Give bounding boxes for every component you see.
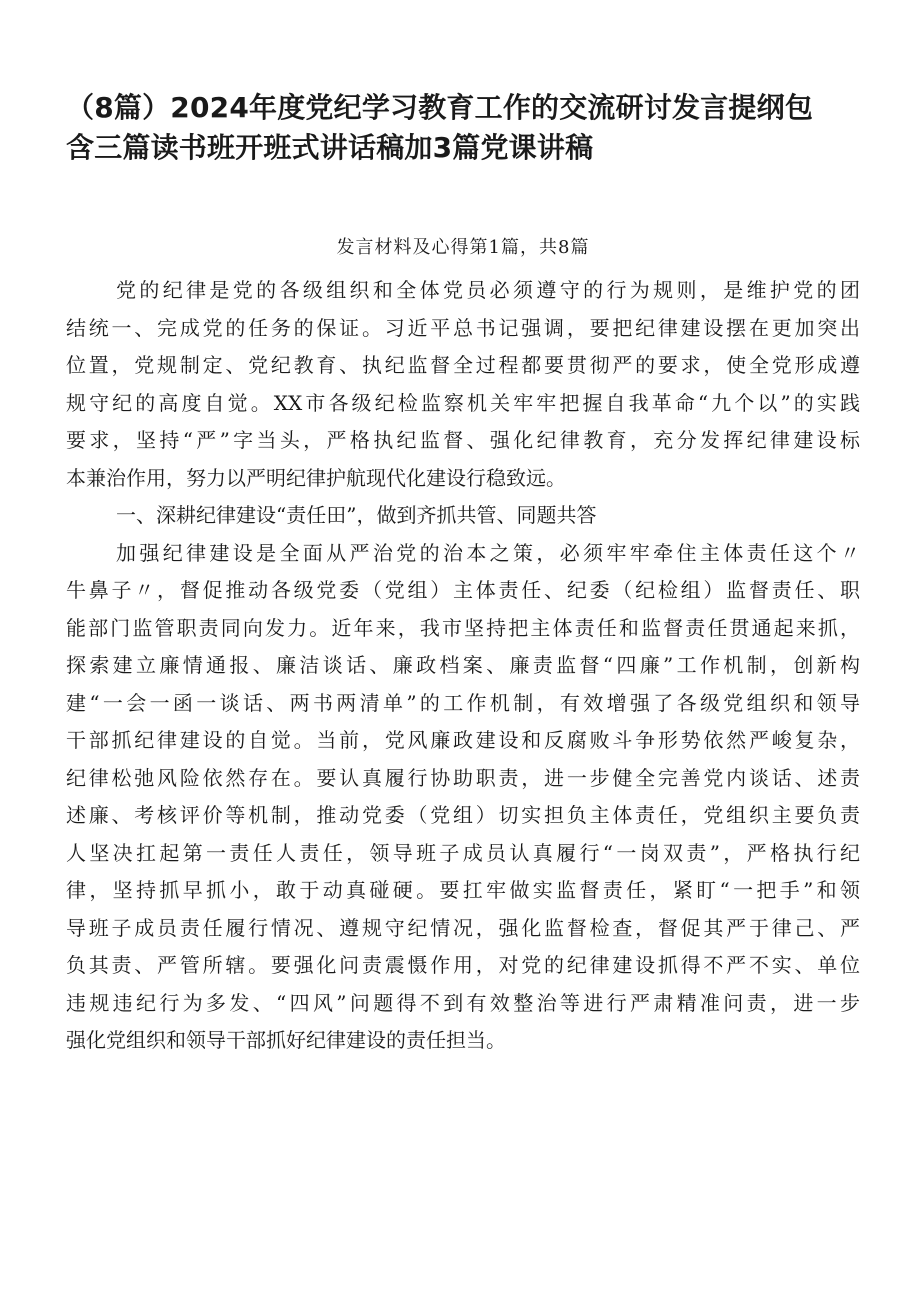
title-line-1: （8篇）2024年度党纪学习教育工作的交流研讨发言提纲包 xyxy=(66,91,814,124)
text-line: 位置，党规制定、党纪教育、执纪监督全过程都要贯彻严的要求，使全党形成遵 xyxy=(66,353,860,377)
text-line: 纪律松弛风险依然存在。要认真履行协助职责，进一步健全完善党内谈话、述责 xyxy=(66,765,860,790)
text-line: 违规违纪行为多发、“四风”问题得不到有效整治等进行严肃精准问责，进一步 xyxy=(66,990,860,1015)
text-line: 探索建立廉情通报、廉洁谈话、廉政档案、廉责监督“四廉”工作机制，创新构 xyxy=(66,653,860,677)
text-line: 结统一、完成党的任务的保证。习近平总书记强调，要把纪律建设摆在更加突出 xyxy=(66,315,860,340)
paragraph-intro xyxy=(66,272,860,497)
text-line: 干部抓纪律建设的自觉。当前，党风廉政建设和反腐败斗争形势依然严峻复杂， xyxy=(66,728,860,752)
title-line-2: 含三篇读书班开班式讲话稿加3篇党课讲稿 xyxy=(66,131,594,164)
section-subtitle: 发言材料及心得第1篇，共8篇 xyxy=(336,237,590,258)
text-line: 要求，坚持“严”字当头，严格执纪监督、强化纪律教育，充分发挥纪律建设标 xyxy=(66,428,860,452)
text-line: 牛鼻子〃，督促推动各级党委（党组）主体责任、纪委（纪检组）监督责任、职 xyxy=(66,578,860,602)
paragraph-body xyxy=(66,535,860,1060)
text-line: 人坚决扛起第一责任人责任，领导班子成员认真履行“一岗双责”，严格执行纪 xyxy=(66,840,860,865)
text-line: 建“一会一函一谈话、两书两清单”的工作机制，有效增强了各级党组织和领导 xyxy=(66,690,860,715)
text-line: 党的纪律是党的各级组织和全体党员必须遵守的行为规则，是维护党的团 xyxy=(116,278,860,302)
text-line: 导班子成员责任履行情况、遵规守纪情况，强化监督检查，督促其严于律己、严 xyxy=(66,915,860,940)
text-line: 强化党组织和领导干部抓好纪律建设的责任担当。 xyxy=(66,1028,506,1052)
text-line: 律，坚持抓早抓小，敢于动真碰硬。要扛牢做实监督责任，紧盯“一把手”和领 xyxy=(66,878,860,902)
document-body xyxy=(66,272,860,1060)
text-line: 述廉、考核评价等机制，推动党委（党组）切实担负主体责任，党组织主要负责 xyxy=(66,803,860,827)
heading-line: 一、深耕纪律建设“责任田”，做到齐抓共管、同题共答 xyxy=(116,503,597,527)
document-title xyxy=(66,88,860,168)
text-line: 本兼治作用，努力以严明纪律护航现代化建设行稳致远。 xyxy=(66,465,566,490)
section-heading xyxy=(66,497,860,535)
text-line: 负其责、严管所辖。要强化问责震慑作用，对党的纪律建设抓得不严不实、单位 xyxy=(66,953,860,977)
text-line: 加强纪律建设是全面从严治党的治本之策，必须牢牢牵住主体责任这个〃 xyxy=(116,540,860,565)
text-line: 能部门监管职责同向发力。近年来，我市坚持把主体责任和监督责任贯通起来抓， xyxy=(66,615,860,640)
text-line: 规守纪的高度自觉。XX市各级纪检监察机关牢牢把握自我革命“九个以”的实践 xyxy=(66,390,860,415)
